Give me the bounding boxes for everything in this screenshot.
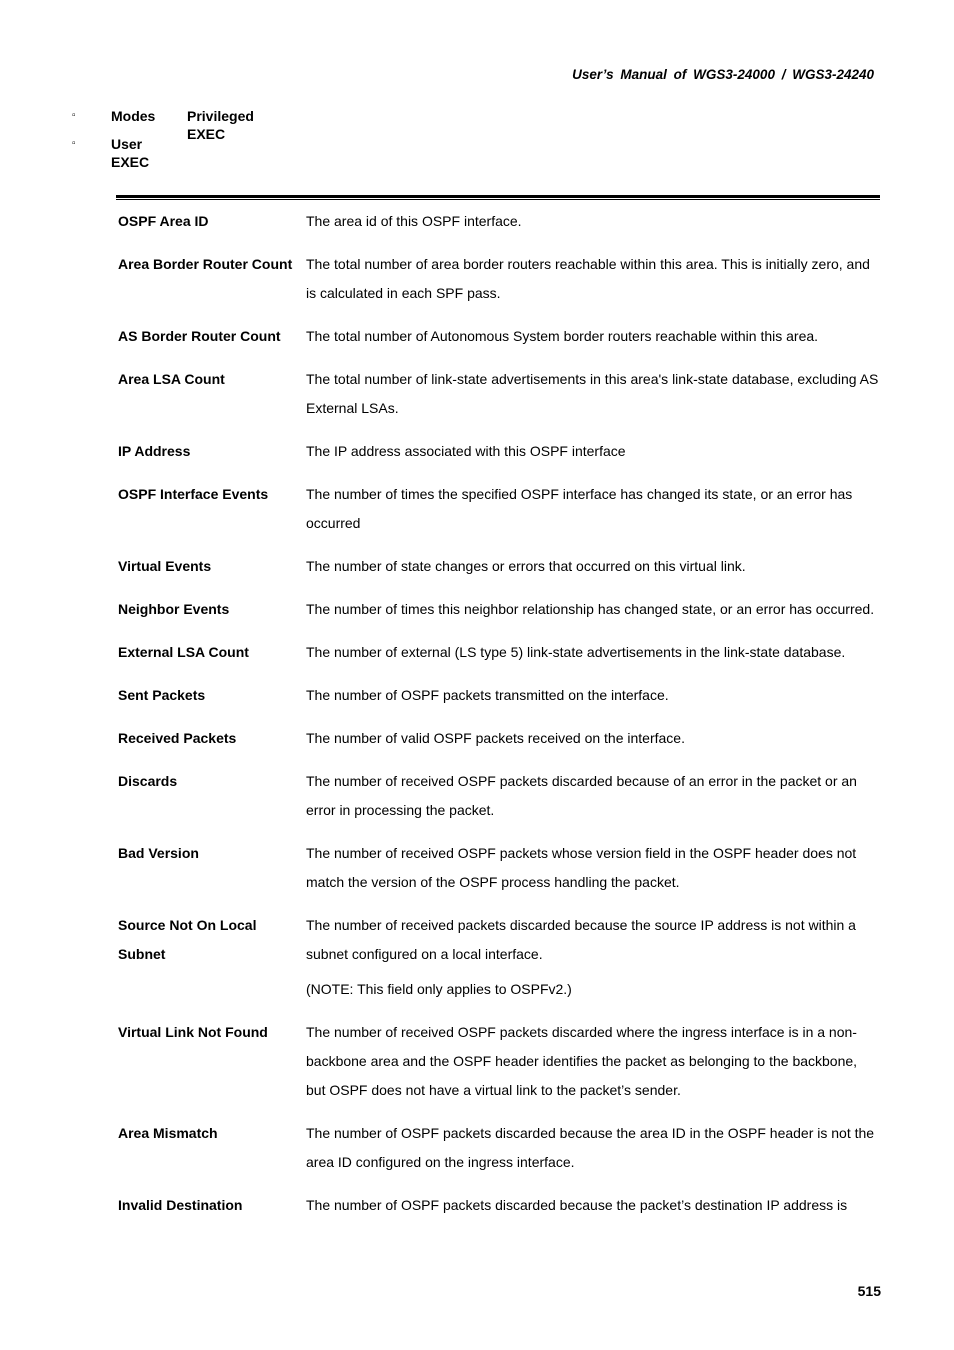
- field-row: [118, 1119, 880, 1177]
- field-description: The area id of this OSPF interface.: [306, 213, 522, 229]
- modes-label: Modes: [111, 108, 156, 124]
- table-top-rule-thin: [116, 199, 880, 200]
- field-description: The number of OSPF packets transmitted on the interface.: [306, 687, 669, 703]
- field-description: The IP address associated with this OSPF interface: [306, 443, 626, 459]
- field-name: Invalid Destination: [118, 1197, 243, 1213]
- field-name: AS Border Router Count: [118, 328, 281, 344]
- field-description: The total number of Autonomous System border routers reachable within this area.: [306, 328, 819, 344]
- field-name-line: Subnet: [118, 946, 166, 962]
- field-row: [118, 207, 880, 236]
- field-name: OSPF Interface Events: [118, 486, 269, 502]
- field-row: [118, 1191, 880, 1220]
- field-name: [118, 911, 306, 1004]
- field-description: The number of received packets discarded because the source IP address is not within a subnet configured on a local interface.: [306, 917, 856, 962]
- mode-user-exec: User EXEC: [111, 136, 150, 170]
- field-description: The number of state changes or errors that occurred on this virtual link.: [306, 558, 746, 574]
- page-number: 515: [857, 1283, 881, 1299]
- field-description: The total number of area border routers reachable within this area. This is initially zero, and is calculated in each SPF pass.: [306, 256, 870, 301]
- field-name: Virtual Link Not Found: [118, 1024, 268, 1040]
- field-description: The number of valid OSPF packets received on the interface.: [306, 730, 685, 746]
- field-name: Area Mismatch: [118, 1125, 218, 1141]
- mode-privileged-exec: Privileged EXEC: [187, 108, 254, 142]
- field-name: External LSA Count: [118, 644, 249, 660]
- field-row: [118, 322, 880, 351]
- bullet-icon: ▫: [72, 110, 76, 121]
- field-row: [118, 911, 880, 1004]
- field-description: The number of external (LS type 5) link-state advertisements in the link-state database.: [306, 644, 846, 660]
- field-row: [118, 767, 880, 825]
- field-name: OSPF Area ID: [118, 213, 209, 229]
- field-name: Area Border Router Count: [118, 256, 293, 272]
- field-name: Neighbor Events: [118, 601, 230, 617]
- field-row: [118, 681, 880, 710]
- field-name: Area LSA Count: [118, 371, 225, 387]
- field-description: The number of OSPF packets discarded because the packet’s destination IP address is: [306, 1197, 848, 1213]
- field-description: The number of times this neighbor relationship has changed state, or an error has occurred.: [306, 601, 875, 617]
- field-row: [118, 437, 880, 466]
- field-note: (NOTE: This field only applies to OSPFv2.): [306, 981, 572, 997]
- field-description: The number of received OSPF packets discarded because of an error in the packet or an error in processing the packet.: [306, 773, 857, 818]
- table-top-rule: [116, 195, 880, 198]
- field-name-line: Source Not On Local: [118, 917, 257, 933]
- field-description: The number of times the specified OSPF interface has changed its state, or an error has occurred: [306, 486, 853, 531]
- field-row: [118, 365, 880, 423]
- field-description: The number of received OSPF packets whose version field in the OSPF header does not match the version of the OSPF process handling the packet.: [306, 845, 857, 890]
- field-row: [118, 595, 880, 624]
- field-description-block: [306, 911, 880, 1004]
- field-name: Received Packets: [118, 730, 237, 746]
- field-description: The number of OSPF packets discarded because the area ID in the OSPF header is not the area ID configured on the ingress interface.: [306, 1125, 875, 1170]
- field-row: [118, 1018, 880, 1105]
- manual-header-title: User’s Manual of WGS3-24000 / WGS3-24240: [572, 67, 874, 82]
- field-row: [118, 839, 880, 897]
- field-name: Virtual Events: [118, 558, 212, 574]
- field-row: [118, 250, 880, 308]
- field-row: [118, 724, 880, 753]
- field-description-table: [118, 207, 880, 1234]
- field-name: Sent Packets: [118, 687, 206, 703]
- field-description: The total number of link-state advertisements in this area's link-state database, excluding AS External LSAs.: [306, 371, 879, 416]
- bullet-icon: ▫: [72, 138, 76, 149]
- field-row: [118, 638, 880, 667]
- field-name: IP Address: [118, 443, 191, 459]
- field-row: [118, 480, 880, 538]
- field-row: [118, 552, 880, 581]
- field-name: Discards: [118, 773, 178, 789]
- field-description: The number of received OSPF packets discarded where the ingress interface is in a non-backbone area and the OSPF header identifies the packet as belonging to the backbone, but OSPF does not have a virtual link to the packet’s sender.: [306, 1024, 858, 1098]
- field-name: Bad Version: [118, 845, 199, 861]
